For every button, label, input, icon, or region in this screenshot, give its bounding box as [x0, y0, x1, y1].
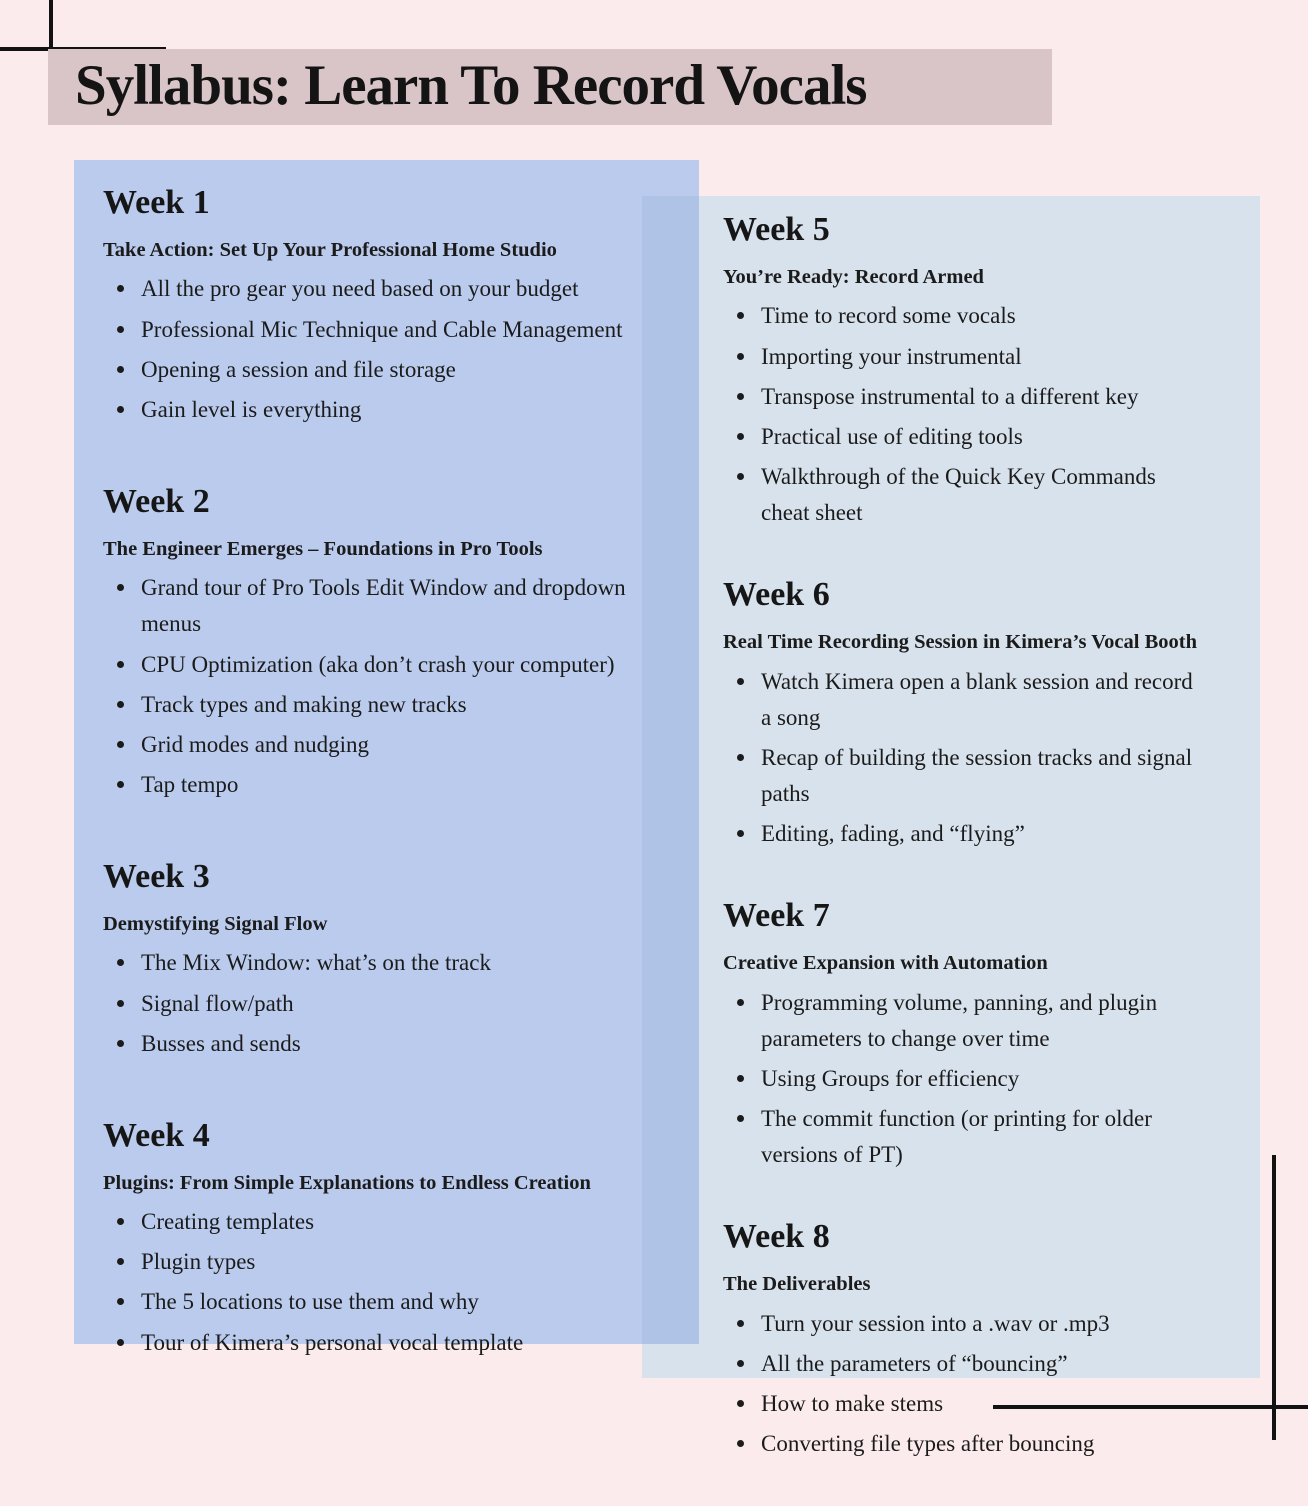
- week-subtitle: Plugins: From Simple Explanations to Endless Creation: [103, 1171, 591, 1194]
- bullet-item: Walkthrough of the Quick Key Commands cheat sheet: [723, 459, 1203, 531]
- week-bullet-list: [723, 664, 1203, 853]
- bullet-item: Transpose instrumental to a different key: [723, 379, 1203, 415]
- week-subtitle: Real Time Recording Session in Kimera’s Vocal Booth: [723, 630, 1197, 653]
- bullet-item: All the pro gear you need based on your budget: [103, 271, 668, 307]
- week-bullet-list: [103, 945, 668, 1061]
- bullet-item: Grid modes and nudging: [103, 727, 668, 763]
- week-bullet-list: [103, 1204, 668, 1360]
- bullet-item: How to make stems: [723, 1386, 1203, 1422]
- week-5-section: [723, 210, 1223, 531]
- week-bullet-list: [103, 271, 668, 427]
- week-4-section: [103, 1116, 675, 1361]
- week-subtitle: The Engineer Emerges – Foundations in Pro Tools: [103, 537, 543, 560]
- bullet-item: Grand tour of Pro Tools Edit Window and dropdown menus: [103, 570, 668, 642]
- bullet-item: All the parameters of “bouncing”: [723, 1346, 1203, 1382]
- bullet-item: Creating templates: [103, 1204, 668, 1240]
- bullet-item: The commit function (or printing for older versions of PT): [723, 1101, 1203, 1173]
- week-subtitle: You’re Ready: Record Armed: [723, 265, 984, 288]
- week-1-section: [103, 183, 675, 428]
- bullet-item: The Mix Window: what’s on the track: [103, 945, 668, 981]
- week-subtitle: The Deliverables: [723, 1272, 871, 1295]
- crop-mark-bottom-right-vertical: [1272, 1155, 1276, 1440]
- bullet-item: Opening a session and file storage: [103, 352, 668, 388]
- week-3-section: [103, 857, 675, 1062]
- week-title: Week 1: [103, 184, 210, 221]
- bullet-item: Time to record some vocals: [723, 298, 1203, 334]
- week-7-section: [723, 896, 1223, 1173]
- bullet-item: Busses and sends: [103, 1026, 668, 1062]
- bullet-item: Gain level is everything: [103, 392, 668, 428]
- bullet-item: Plugin types: [103, 1244, 668, 1280]
- bullet-item: Turn your session into a .wav or .mp3: [723, 1306, 1203, 1342]
- bullet-item: Using Groups for efficiency: [723, 1061, 1203, 1097]
- week-subtitle: Creative Expansion with Automation: [723, 951, 1048, 974]
- week-bullet-list: [723, 985, 1203, 1174]
- bullet-item: Practical use of editing tools: [723, 419, 1203, 455]
- right-column: [723, 210, 1223, 1506]
- bullet-item: Programming volume, panning, and plugin parameters to change over time: [723, 985, 1203, 1057]
- week-title: Week 2: [103, 482, 210, 520]
- week-6-section: [723, 575, 1223, 852]
- week-title: Week 8: [723, 1218, 830, 1256]
- bullet-item: CPU Optimization (aka don’t crash your computer): [103, 647, 668, 683]
- bullet-item: Professional Mic Technique and Cable Management: [103, 312, 668, 348]
- bullet-item: Editing, fading, and “flying”: [723, 816, 1203, 852]
- week-title: Week 4: [103, 1116, 210, 1154]
- bullet-item: Signal flow/path: [103, 986, 668, 1022]
- week-2-section: [103, 482, 675, 803]
- week-bullet-list: [723, 1306, 1203, 1462]
- week-title: Week 6: [723, 576, 830, 614]
- week-title: Week 5: [723, 211, 830, 248]
- bullet-item: Watch Kimera open a blank session and record a song: [723, 664, 1203, 736]
- title-band: [48, 49, 1052, 125]
- week-title: Week 7: [723, 897, 830, 935]
- bullet-item: Importing your instrumental: [723, 339, 1203, 375]
- week-title: Week 3: [103, 857, 210, 895]
- week-bullet-list: [723, 298, 1203, 531]
- bullet-item: The 5 locations to use them and why: [103, 1284, 668, 1320]
- bullet-item: Track types and making new tracks: [103, 687, 668, 723]
- bullet-item: Converting file types after bouncing: [723, 1426, 1203, 1462]
- week-subtitle: Take Action: Set Up Your Professional Home Studio: [103, 238, 557, 261]
- bullet-item: Tap tempo: [103, 767, 668, 803]
- week-subtitle: Demystifying Signal Flow: [103, 912, 328, 935]
- page-title: Syllabus: Learn To Record Vocals: [75, 54, 867, 117]
- week-8-section: [723, 1217, 1223, 1462]
- week-bullet-list: [103, 570, 668, 803]
- bullet-item: Recap of building the session tracks and signal paths: [723, 740, 1203, 812]
- bullet-item: Tour of Kimera’s personal vocal template: [103, 1325, 668, 1361]
- left-column: [103, 183, 675, 1415]
